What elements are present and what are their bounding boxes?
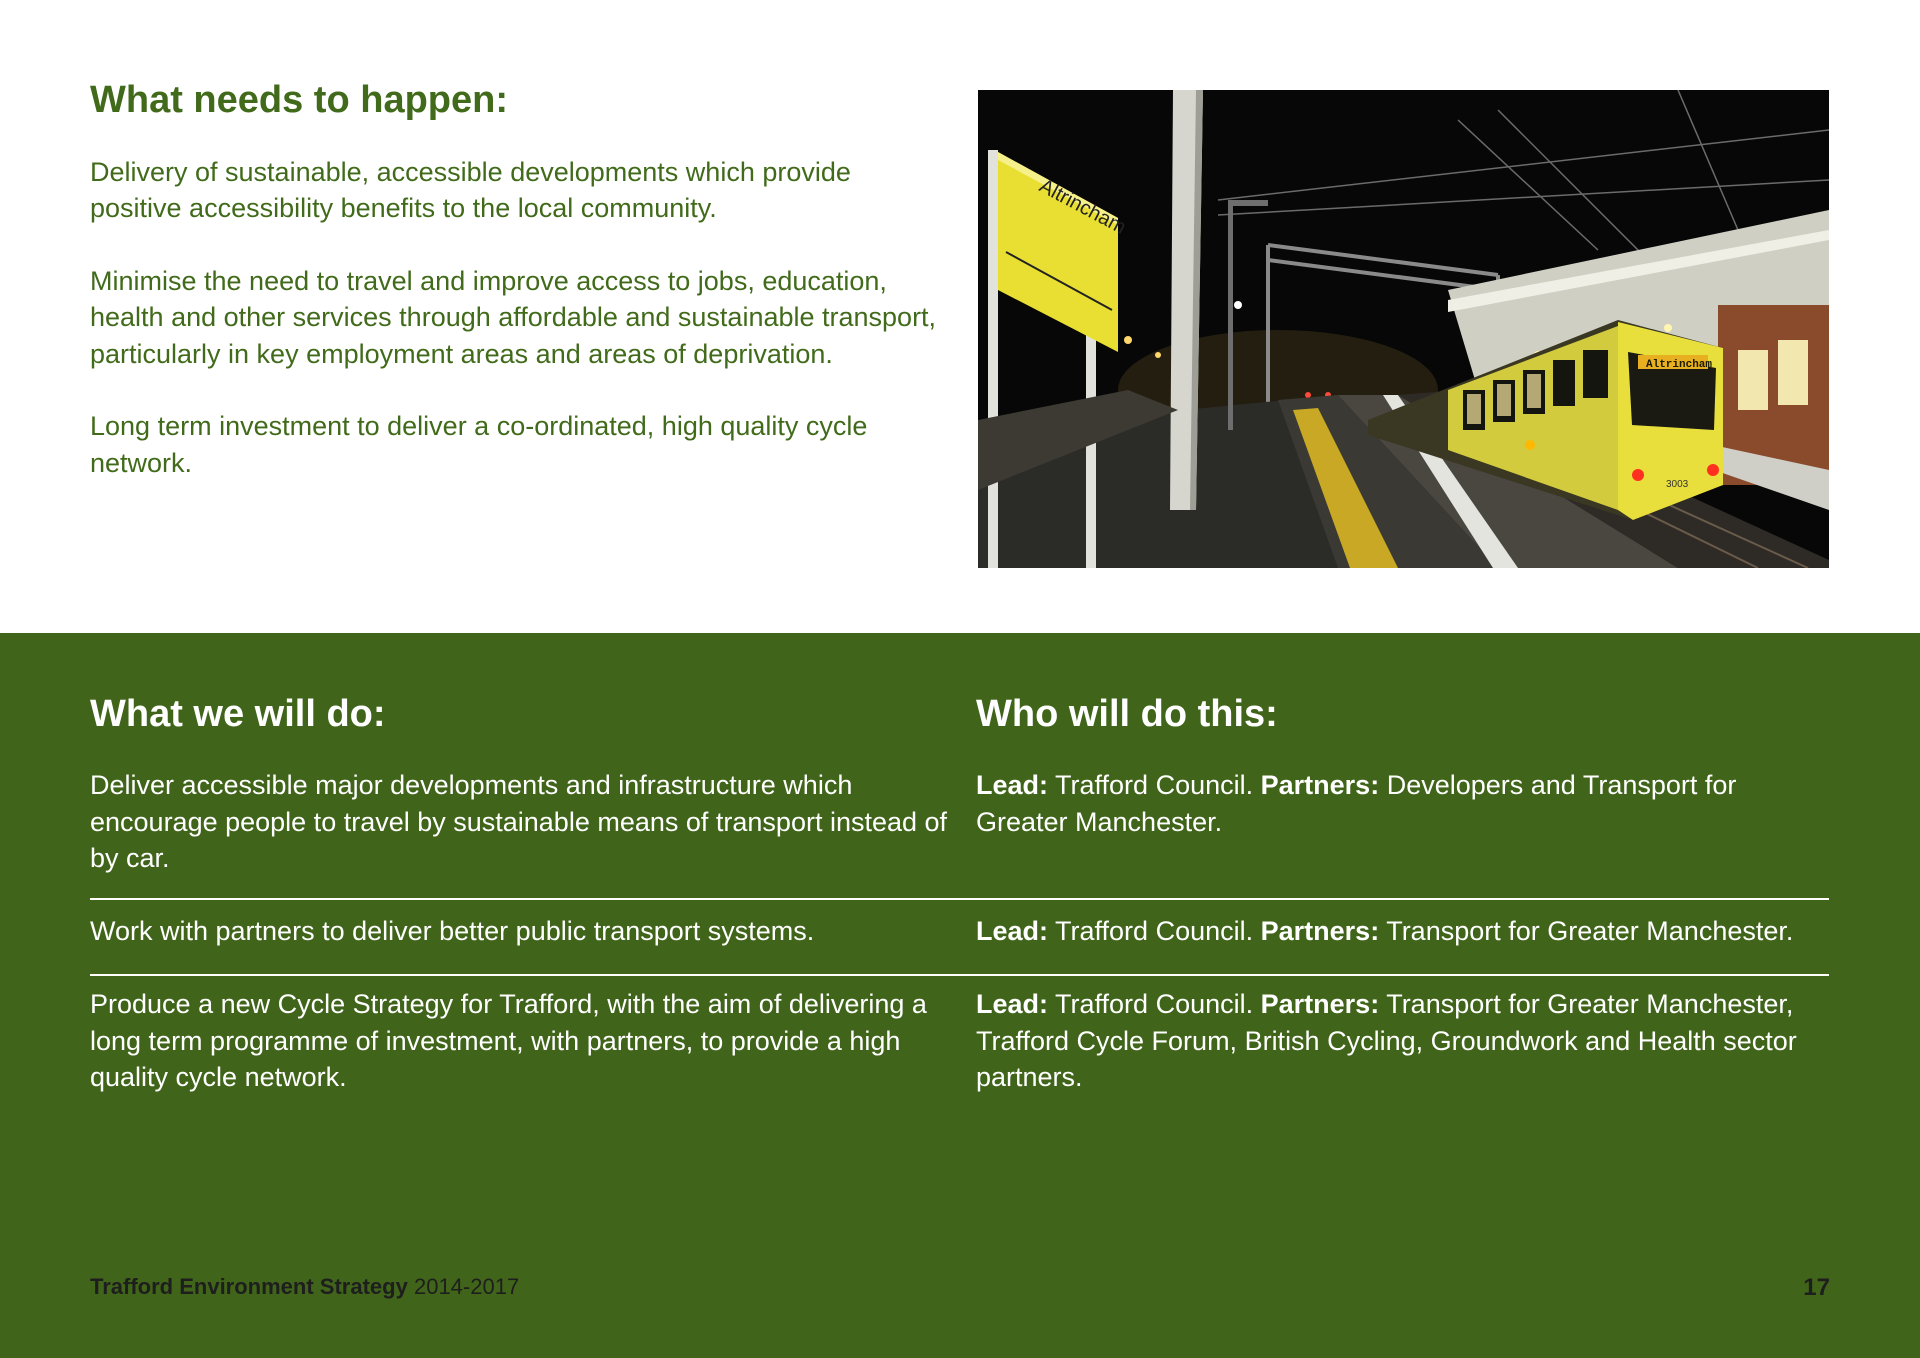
who-will-do-this-heading: Who will do this: [976, 693, 1278, 735]
lead-label: Lead: [976, 989, 1049, 1019]
action-description: Work with partners to deliver better public transport systems. [90, 916, 815, 946]
tram-station-illustration [978, 90, 1829, 568]
station-sign-text: Altrincham [1035, 174, 1130, 239]
actions-section [0, 633, 1920, 1358]
what-we-will-do-heading: What we will do: [90, 693, 386, 735]
needs-paragraph-1: Delivery of sustainable, accessible developments which provide positive accessibility benefits to the local community. [90, 156, 851, 224]
row-divider [90, 974, 1829, 976]
partners-label: Partners: [1260, 916, 1380, 946]
lead-value: Trafford Council. [1055, 770, 1254, 800]
top-section [0, 0, 1920, 633]
responsibility [976, 913, 1829, 950]
lead-label: Lead: [976, 916, 1049, 946]
needs-paragraph-2: Minimise the need to travel and improve access to jobs, education, health and other services through affordable and sustainable transport, particularly in key employment areas and areas of deprivation. [90, 265, 937, 369]
tram-number: 3003 [1666, 479, 1689, 490]
lead-label: Lead: [976, 770, 1049, 800]
partners-value: Transport for Greater Manchester, Trafford Cycle Forum, British Cycling, Groundwork and Health sector partners. [976, 989, 1797, 1092]
partners-value: Transport for Greater Manchester. [1386, 916, 1794, 946]
footer-title: Trafford Environment Strategy [90, 1274, 408, 1299]
partners-label: Partners: [1260, 989, 1380, 1019]
tram-destination-display: Altrincham [1646, 359, 1713, 371]
needs-heading: What needs to happen: [90, 79, 508, 121]
partners-label: Partners: [1260, 770, 1380, 800]
action-description: Produce a new Cycle Strategy for Trafford, with the aim of delivering a long term programme of investment, with partners, to provide a high quality cycle network. [90, 989, 927, 1092]
lead-value: Trafford Council. [1055, 916, 1254, 946]
responsibility [976, 986, 1829, 1096]
needs-paragraph-3: Long term investment to deliver a co-ordinated, high quality cycle network. [90, 411, 868, 478]
responsibility [976, 767, 1829, 840]
row-divider [90, 898, 1829, 900]
footer-years: 2014-2017 [413, 1274, 520, 1299]
needs-column [90, 78, 940, 517]
tram-station-photo [978, 90, 1829, 568]
page-number: 17 [1803, 1274, 1830, 1301]
lead-value: Trafford Council. [1055, 989, 1254, 1019]
partners-value: Developers and Transport for Greater Manchester. [976, 770, 1737, 837]
action-description: Deliver accessible major developments and infrastructure which encourage people to travel by sustainable means of transport instead of by car. [90, 770, 948, 873]
footer-document-title [90, 1274, 519, 1300]
